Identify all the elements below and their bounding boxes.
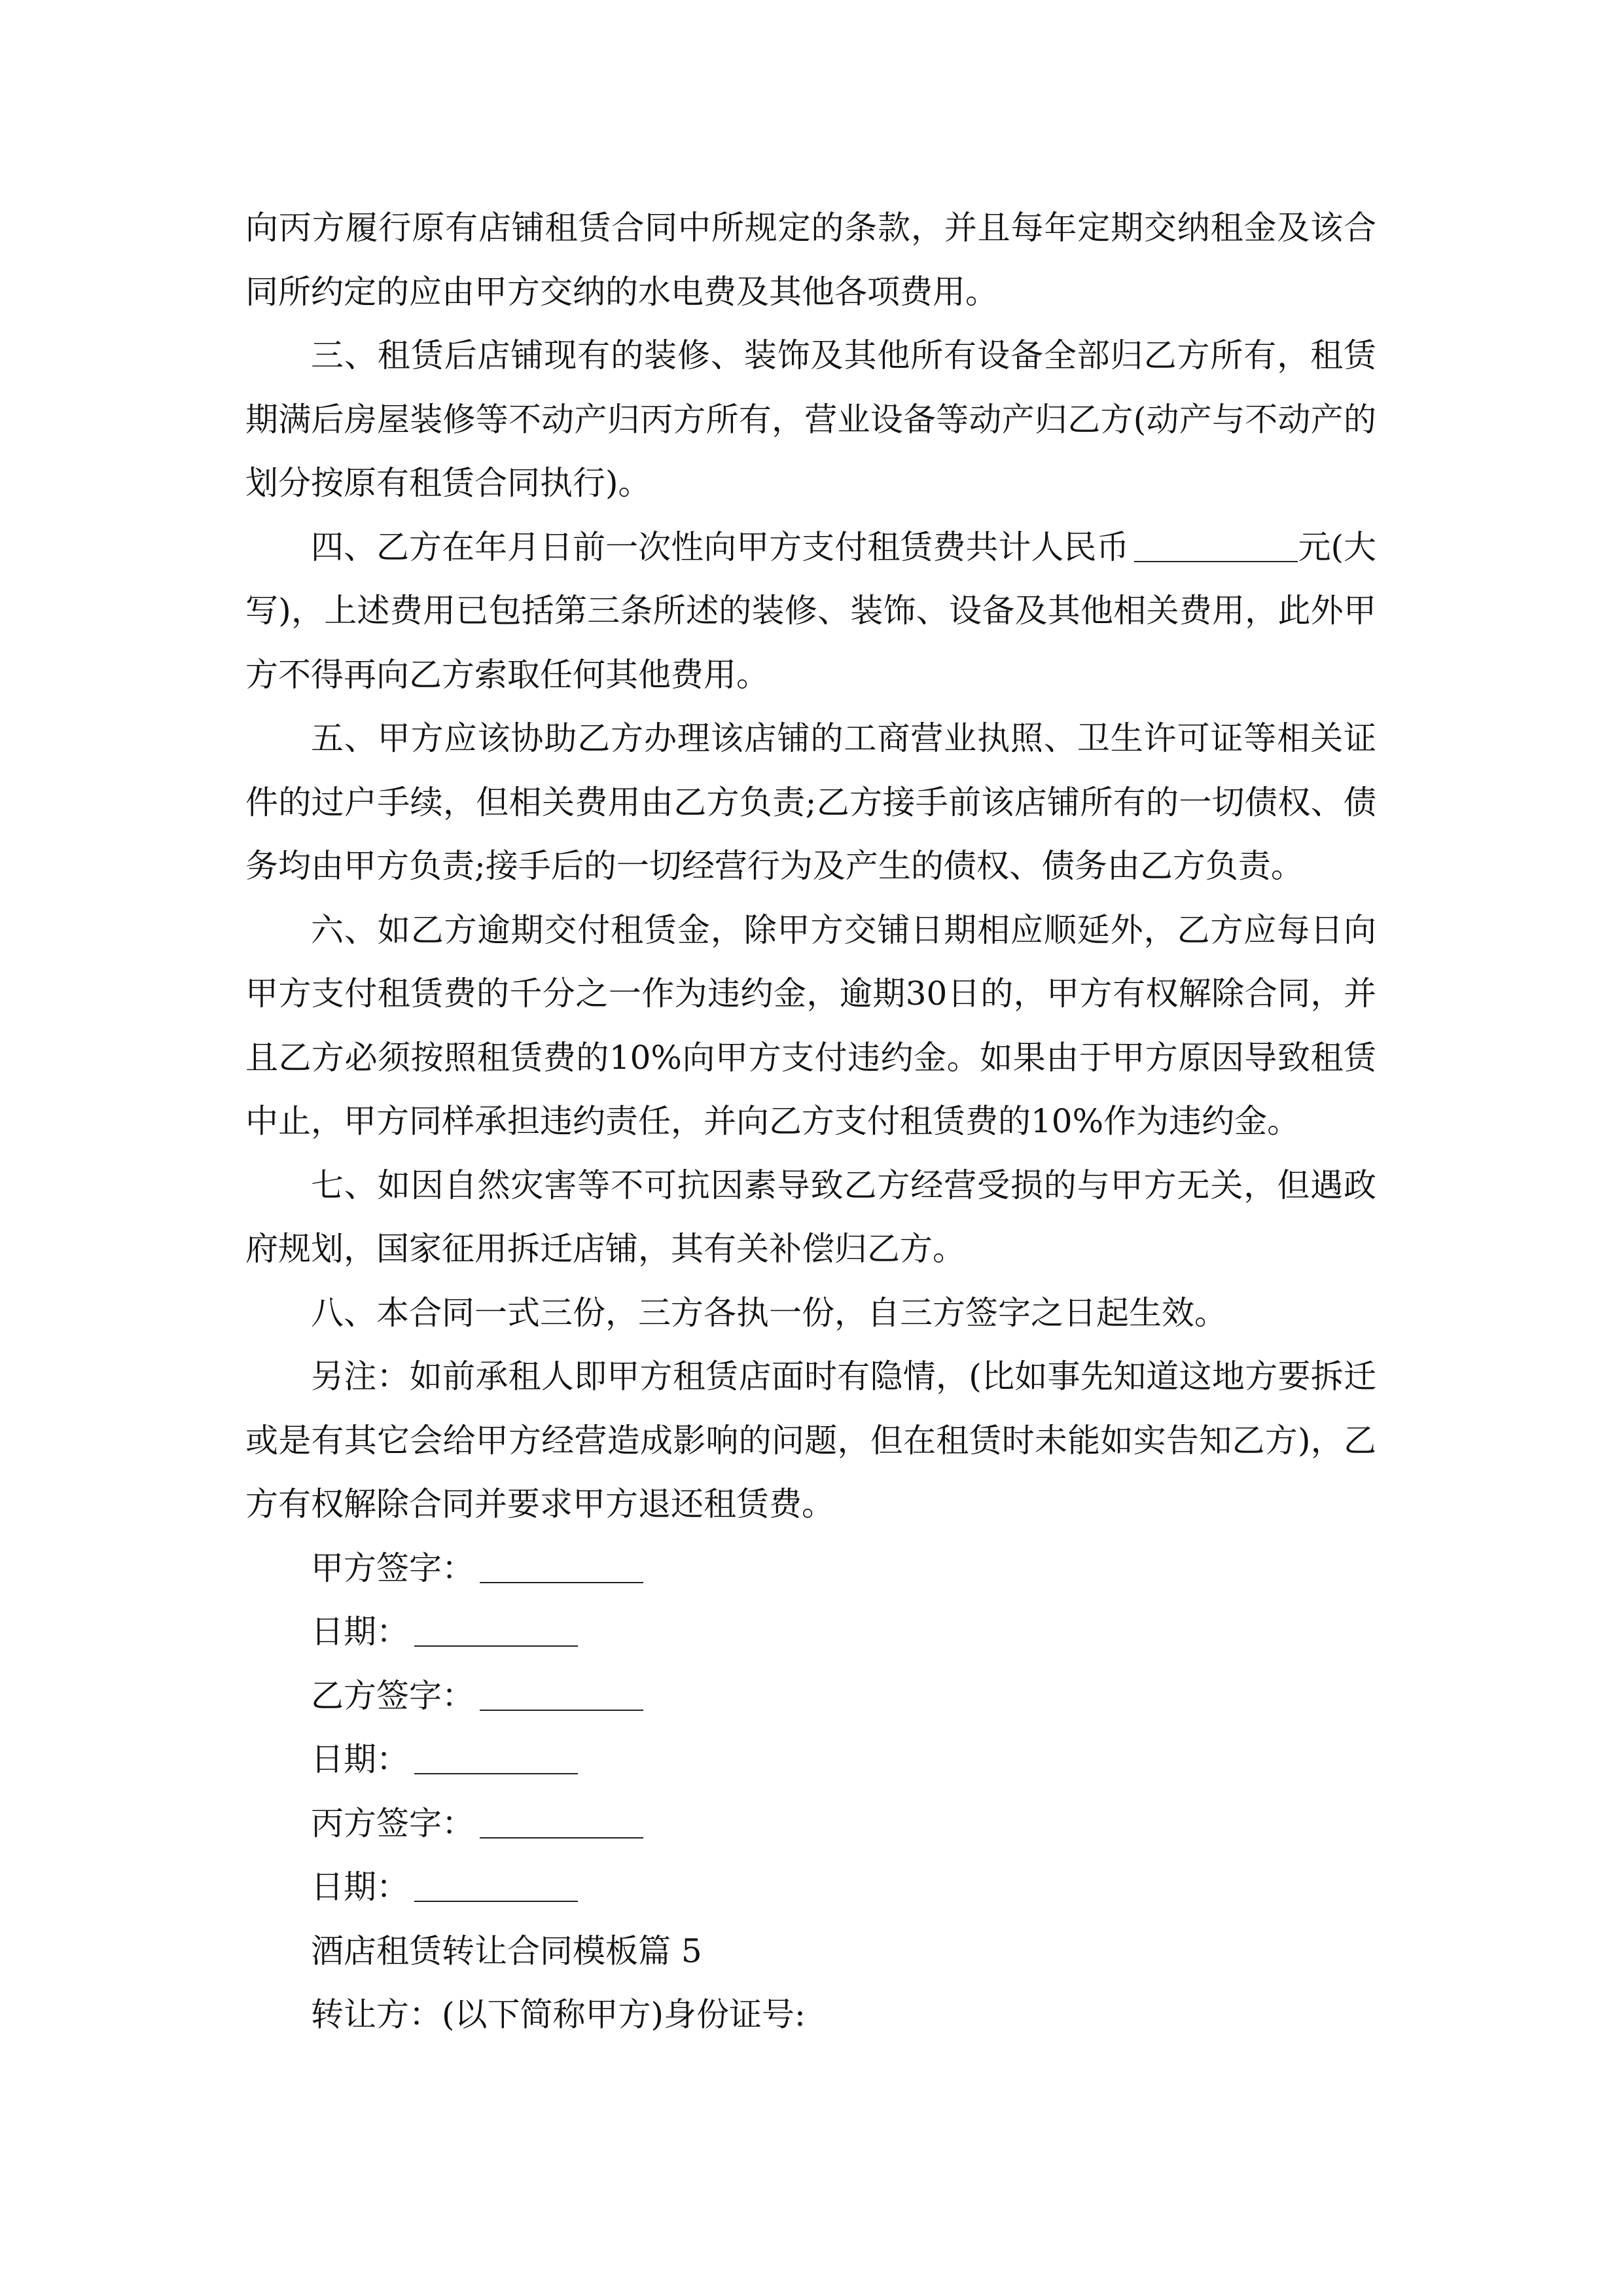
clause-4-text-part1: 四、乙方在年月日前一次性向甲方支付租赁费共计人民币 [311,528,1130,566]
signature-label: 甲方签字： [311,1549,474,1587]
paragraph-clause-8: 八、本合同一式三份，三方各执一份，自三方签字之日起生效。 [311,1293,1227,1332]
date-blank [414,1643,578,1647]
signature-blank [480,1707,643,1711]
clause-4-text-part2: 元(大写)，上述费用已包括第三条所述的装修、装饰、设备及其他相关费用，此外甲方不得再向乙方索取任何其他费用。 [245,528,1376,694]
document-page [245,196,1376,2047]
date-party-a [245,1600,1376,1664]
date-label: 日期： [311,1868,409,1906]
transferor-line: 转让方：(以下简称甲方)身份证号: [311,1996,806,2034]
date-party-b [245,1728,1376,1792]
signature-blank [480,1835,643,1839]
date-label: 日期： [311,1613,409,1651]
paragraph-note: 另注：如前承租人即甲方租赁店面时有隐情，(比如事先知道这地方要拆迁或是有其它会给甲方经营造成影响的问题，但在租赁时未能如实告知乙方)，乙方有权解除合同并要求甲方退还租赁费。 [245,1357,1376,1523]
paragraph-clause-5: 五、甲方应该协助乙方办理该店铺的工商营业执照、卫生许可证等相关证件的过户手续，但相关费用由乙方负责;乙方接手前该店铺所有的一切债权、债务均由甲方负责;接手后的一切经营行为及产生的债权、债务由乙方负责。 [245,719,1376,885]
date-blank [414,1770,578,1774]
paragraph-clause-4 [245,516,1376,708]
date-party-c [245,1856,1376,1920]
signature-blank [480,1579,643,1583]
date-label: 日期： [311,1740,409,1778]
date-blank [414,1898,578,1902]
signature-party-b [245,1664,1376,1729]
amount-blank [1134,558,1298,562]
signature-party-a [245,1537,1376,1601]
signature-label: 乙方签字： [311,1676,474,1715]
paragraph-clause-6: 六、如乙方逾期交付租赁金，除甲方交铺日期相应顺延外，乙方应每日向甲方支付租赁费的千分之一作为违约金，逾期30日的，甲方有权解除合同，并且乙方必须按照租赁费的10%向甲方支付违约金。如果由于甲方原因导致租赁中止，甲方同样承担违约责任，并向乙方支付租赁费的10%作为违约金。 [245,910,1376,1140]
section-title: 酒店租赁转让合同模板篇 5 [311,1931,702,1970]
signature-party-c [245,1792,1376,1856]
paragraph-clause-7: 七、如因自然灾害等不可抗因素导致乙方经营受损的与甲方无关，但遇政府规划，国家征用拆迁店铺，其有关补偿归乙方。 [245,1166,1376,1268]
signature-label: 丙方签字： [311,1804,474,1842]
paragraph-continuation: 向丙方履行原有店铺租赁合同中所规定的条款，并且每年定期交纳租金及该合同所约定的应由甲方交纳的水电费及其他各项费用。 [245,209,1376,311]
paragraph-clause-3: 三、租赁后店铺现有的装修、装饰及其他所有设备全部归乙方所有，租赁期满后房屋装修等不动产归丙方所有，营业设备等动产归乙方(动产与不动产的划分按原有租赁合同执行)。 [245,336,1376,502]
